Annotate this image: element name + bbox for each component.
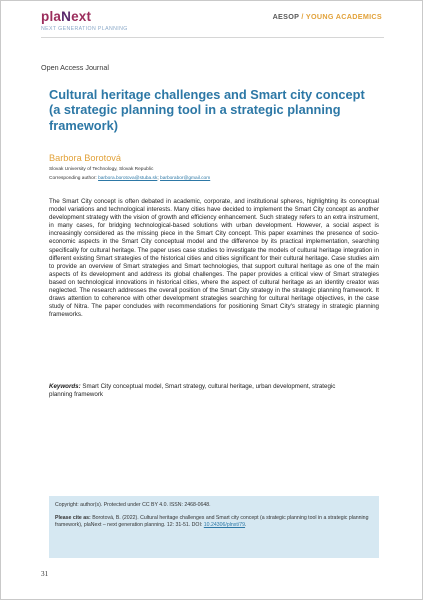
citation-box xyxy=(49,496,379,558)
abstract-text: The Smart City concept is often debated in academic, corporate, and institutional spheres, highlighting its conceptual model variations and technological interests. Many cities have decided to implement the Smart City concept as another development strategy with the vision of growth and efficiency enhancement. Such strategy refers to an extra instrument, in many cases, for bridging technological-based solutions with urban development. However, a social aspect is increasingly considered as the missing piece in the Smart City concept. This paper examines the presence of socio-economic aspects in the Smart City conceptual model and the difference by its practical implementation, searching specifically for cultural heritage. The paper uses case studies to investigate the models of cultural heritage integration in different existing Smart strategies of the historical cities and cities significant for their cultural heritage. Case studies aim to provide an overview of Smart strategies and Smart technologies, that support cultural heritage as one of the main aspects of its development and address its global challenges. The paper provides a critical view of Smart strategies based on technological innovations in historical cities, where the aspect of cultural heritage as an identity creator was neglected. The research addresses the overall position of the Smart City strategy in the strategic planning framework. It draws attention to coherence with other development strategies searching for cultural heritage objectives, in the case study of Nitra. The paper concludes with recommendations for positioning Smart City's strategy in strategic planning frameworks. xyxy=(49,198,379,319)
corresponding-author: Corresponding author: barbora.borotova@stuba.sk; barborabor@gmail.com xyxy=(49,176,211,181)
aesop-label: AESOP / YOUNG ACADEMICS xyxy=(272,12,382,21)
planext-logo: plaNext xyxy=(41,9,92,24)
page-number: 31 xyxy=(41,570,49,578)
copyright-text: Copyright: author(s). Protected under CC BY 4.0. ISSN: 2468-0648. xyxy=(55,502,211,508)
email-link-1[interactable]: barbora.borotova@stuba.sk xyxy=(98,176,158,181)
logo-subtitle: NEXT GENERATION PLANNING xyxy=(41,26,128,32)
journal-label: Open Access Journal xyxy=(41,63,109,72)
author-name: Barbora Borotová xyxy=(49,153,122,163)
email-link-2[interactable]: barborabor@gmail.com xyxy=(160,176,211,181)
page-header xyxy=(1,1,423,37)
keywords-text: Smart City conceptual model, Smart strategy, cultural heritage, urban development, strategic planning framework xyxy=(49,383,336,399)
paper-title: Cultural heritage challenges and Smart city concept (a strategic planning tool in a strategic planning framework) xyxy=(49,87,365,133)
doi-link[interactable]: 10.24306/plnxt/79 xyxy=(203,522,246,528)
header-divider xyxy=(41,37,384,38)
keywords-label: Keywords: xyxy=(49,383,81,390)
keywords xyxy=(49,383,349,399)
author-affiliation: Slovak University of Technology, Slovak Republic xyxy=(49,167,154,172)
cite-as: Please cite as: Borotová, B. (2022). Cultural heritage challenges and Smart city concept (a strategic planning tool in a strategic planning framework), plaNext – next generation planning. 12: 31-51. DOI: 10.24306/plnxt/79. xyxy=(55,515,369,528)
